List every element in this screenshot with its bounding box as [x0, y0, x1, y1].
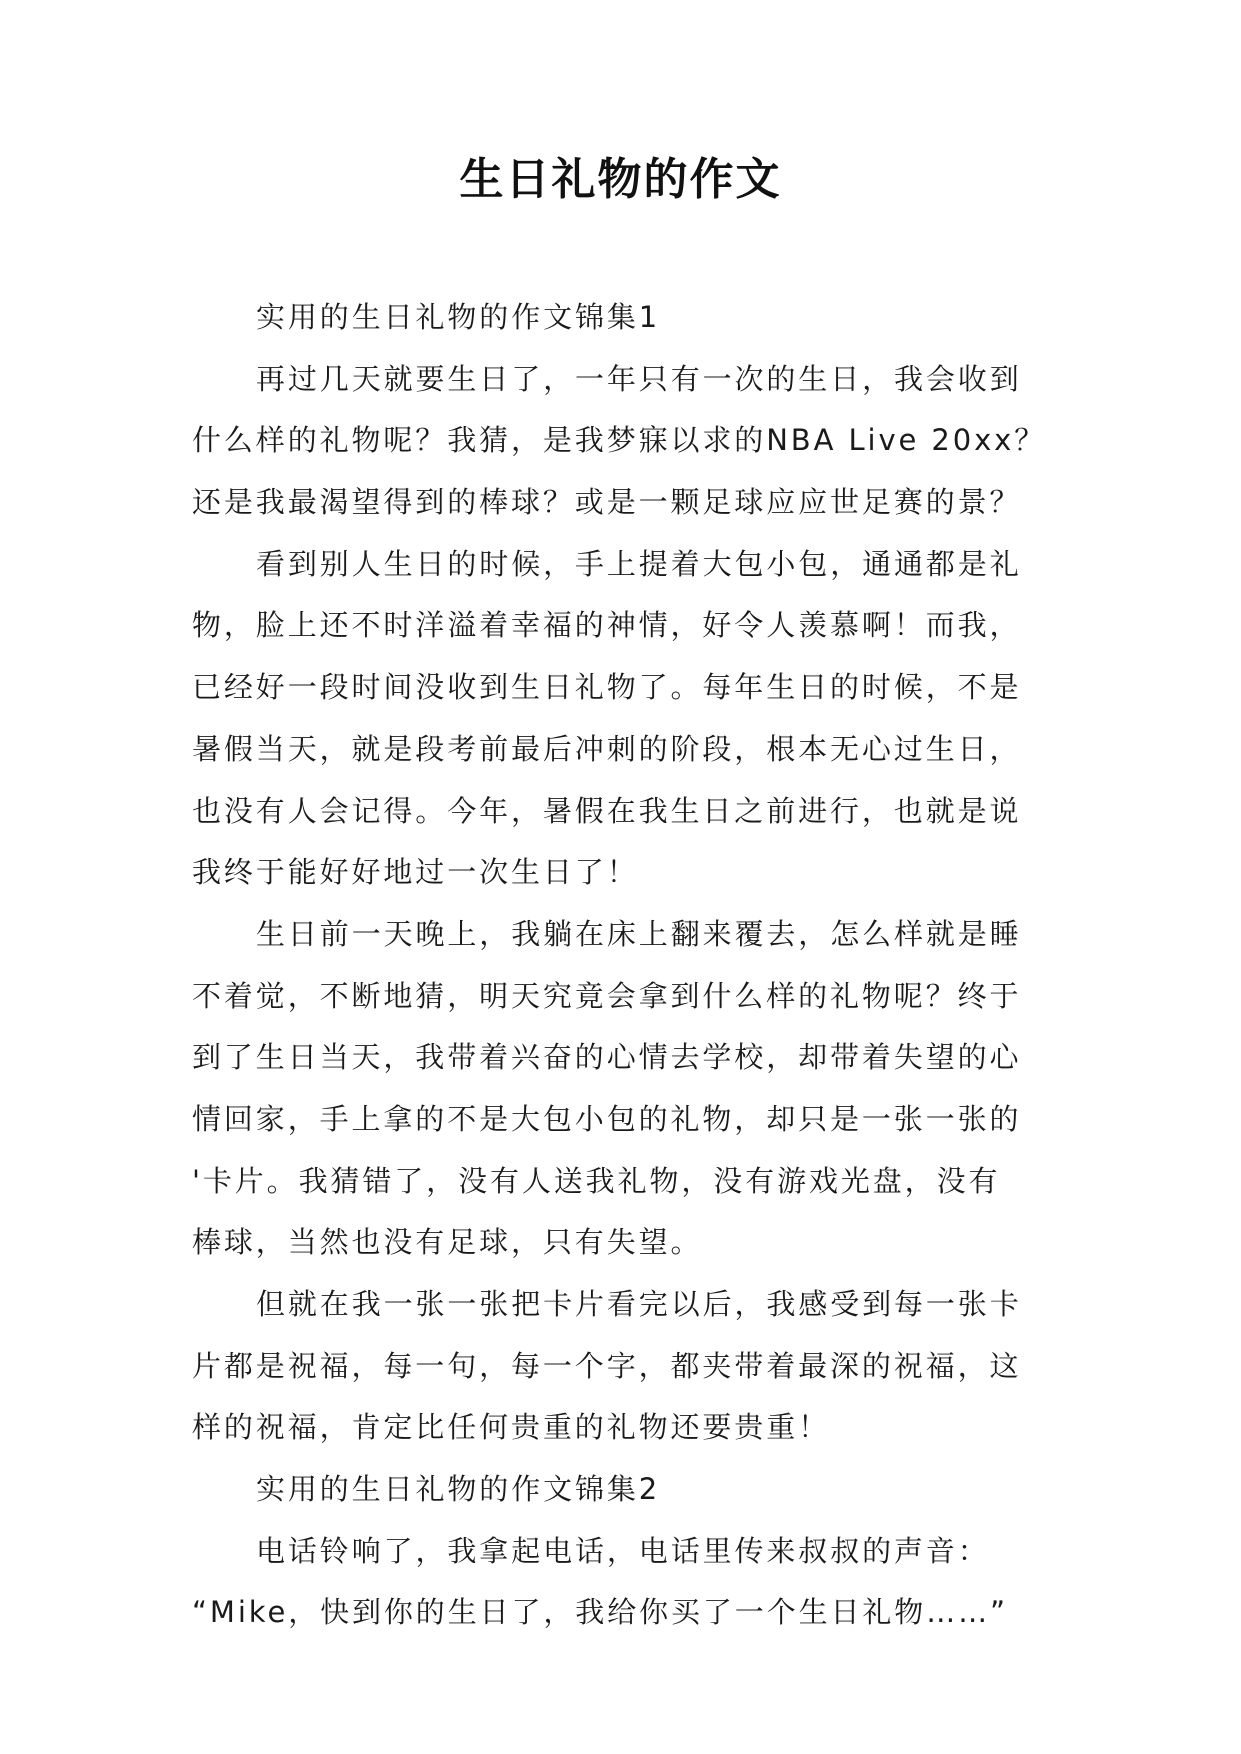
text-line: “Mike，快到你的生日了，我给你买了一个生日礼物……”	[192, 1595, 1008, 1630]
text-line: 什么样的礼物呢？我猜，是我梦寐以求的NBA Live 20xx？	[192, 423, 1047, 458]
text-line: 还是我最渴望得到的棒球？或是一颗足球应应世足赛的景？	[192, 485, 1022, 520]
text-line: 已经好一段时间没收到生日礼物了。每年生日的时候，不是	[192, 670, 1022, 705]
text-line: 情回家，手上拿的不是大包小包的礼物，却只是一张一张的	[192, 1101, 1022, 1136]
text-line: 实用的生日礼物的作文锦集1	[256, 300, 661, 334]
text-line: 但就在我一张一张把卡片看完以后，我感受到每一张卡	[256, 1287, 1022, 1321]
text-line: 电话铃响了，我拿起电话，电话里传来叔叔的声音：	[256, 1533, 990, 1568]
text-line: 棒球，当然也没有足球，只有失望。	[192, 1225, 703, 1260]
text-line: 我终于能好好地过一次生日了！	[192, 855, 639, 890]
text-line: 样的祝福，肯定比任何贵重的礼物还要贵重！	[192, 1410, 831, 1445]
text-line: 再过几天就要生日了，一年只有一次的生日，我会收到	[256, 361, 1022, 396]
document-title: 生日礼物的作文	[459, 154, 782, 205]
text-line: 到了生日当天，我带着兴奋的心情去学校，却带着失望的心	[192, 1040, 1022, 1075]
text-line: 片都是祝福，每一句，每一个字，都夹带着最深的祝福，这	[192, 1348, 1022, 1383]
text-line: 不着觉，不断地猜，明天究竟会拿到什么样的礼物呢？终于	[192, 978, 1022, 1013]
document-body	[192, 287, 1062, 1644]
text-line: 生日前一天晚上，我躺在床上翻来覆去，怎么样就是睡	[256, 916, 1022, 951]
text-line: '卡片。我猜错了，没有人送我礼物，没有游戏光盘，没有	[192, 1163, 1001, 1198]
text-line: 暑假当天，就是段考前最后冲刺的阶段，根本无心过生日，	[192, 731, 1022, 766]
text-line: 实用的生日礼物的作文锦集2	[256, 1472, 661, 1507]
text-line: 看到别人生日的时候，手上提着大包小包，通通都是礼	[256, 546, 1022, 581]
text-line: 也没有人会记得。今年，暑假在我生日之前进行，也就是说	[192, 793, 1022, 828]
text-line: 物，脸上还不时洋溢着幸福的神情，好令人羡慕啊！而我，	[192, 608, 1022, 643]
